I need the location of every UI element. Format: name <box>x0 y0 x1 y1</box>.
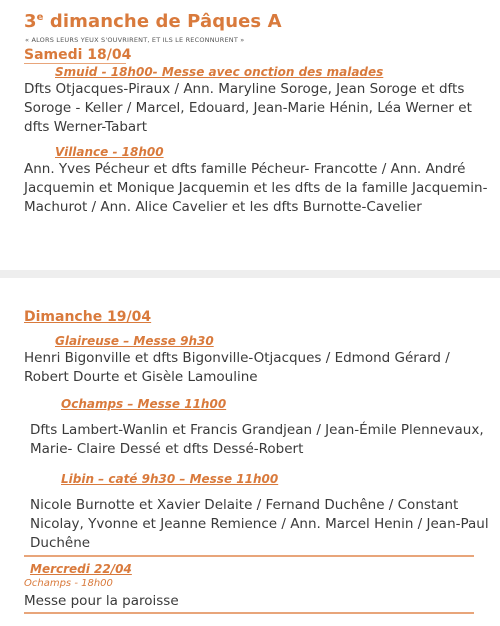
page-title: 3e dimanche de Pâques A <box>24 11 282 32</box>
sunday-heading: Dimanche 19/04 <box>24 309 152 325</box>
saturday-underline <box>24 63 126 64</box>
glaireuse-mass-text: Henri Bigonville et dfts Bigonville-Otjacques / Edmond Gérard / Robert Dourte et Gisèle Lamouline <box>24 350 450 385</box>
orange-rule-bottom <box>24 612 474 614</box>
orange-rule <box>24 555 474 557</box>
gospel-quote: « ALORS LEURS YEUX S'OUVRIRENT, ET ILS LE RECONNURENT » <box>25 36 245 44</box>
ochamps-mass-heading: Ochamps – Messe 11h00 <box>61 397 227 411</box>
smuid-mass-text: Dfts Otjacques-Piraux / Ann. Maryline Soroge, Jean Soroge et dfts Soroge - Keller / Marcel, Edouard, Jean-Marie Hénin, Léa Werner et dfts Werner-Tabart <box>24 81 472 135</box>
libin-mass-text: Nicole Burnotte et Xavier Delaite / Fernand Duchêne / Constant Nicolay, Yvonne et Jeanne Remience / Ann. Marcel Henin / Jean-Paul Duchêne <box>30 497 489 551</box>
villance-mass-text: Ann. Yves Pécheur et dfts famille Pécheur- Francotte / Ann. André Jacquemin et Monique Jacquemin et les dfts de la famille Jacquemin- Machurot / Ann. Alice Cavelier et les dfts Burnotte-Cavelier <box>24 161 488 215</box>
saturday-heading: Samedi 18/04 <box>24 47 132 63</box>
smuid-mass-heading: Smuid - 18h00- Messe avec onction des malades <box>55 65 384 79</box>
wednesday-text: Messe pour la paroisse <box>24 593 179 609</box>
wednesday-heading: Mercredi 22/04 <box>30 562 132 576</box>
villance-mass-heading: Villance - 18h00 <box>55 145 164 159</box>
glaireuse-mass-heading: Glaireuse – Messe 9h30 <box>55 334 214 348</box>
wednesday-place: Ochamps - 18h00 <box>24 578 113 589</box>
libin-mass-heading: Libin – caté 9h30 – Messe 11h00 <box>61 472 279 486</box>
ochamps-mass-text: Dfts Lambert-Wanlin et Francis Grandjean / Jean-Émile Plennevaux, Marie- Claire Dessé et dfts Dessé-Robert <box>30 422 484 457</box>
section-divider <box>0 270 500 278</box>
